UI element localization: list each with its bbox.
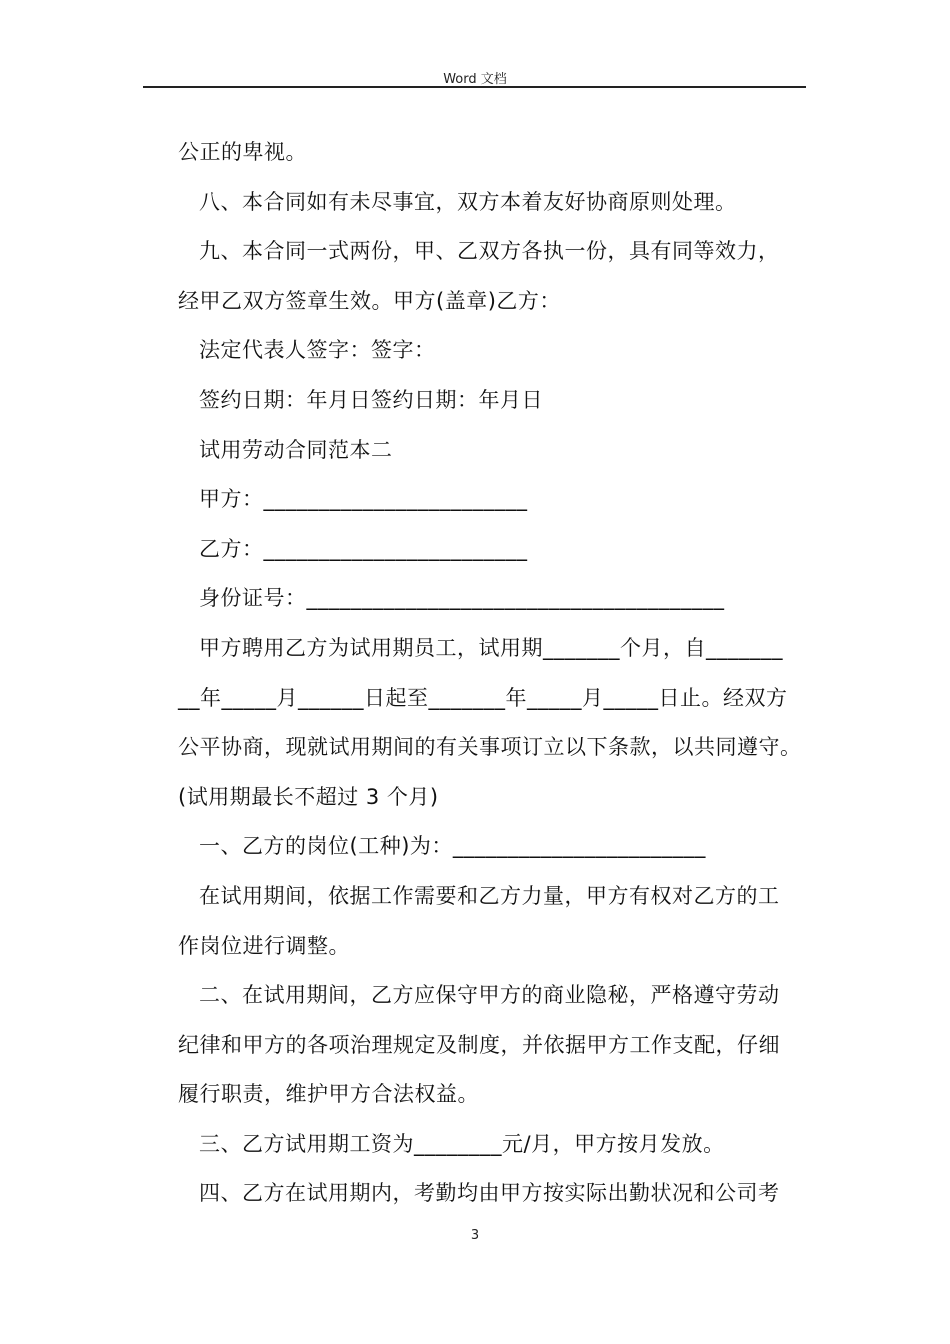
text-line: 甲方聘用乙方为试用期员工，试用期_______个月，自_______ bbox=[199, 635, 783, 660]
party-b-field: 乙方：________________________ bbox=[199, 536, 528, 561]
id-number-field: 身份证号：______________________________________ bbox=[199, 586, 725, 611]
text-line: 公平协商，现就试用期间的有关事项订立以下条款，以共同遵守。 bbox=[178, 735, 802, 760]
text-line: 签约日期：年月日签约日期：年月日 bbox=[199, 387, 543, 412]
position-field: 一、乙方的岗位(工种)为：_______________________ bbox=[199, 834, 706, 859]
text-line: 九、本合同一式两份，甲、乙双方各执一份，具有同等效力， bbox=[199, 239, 780, 264]
text-line: __年_____月______日起至_______年_____月_____日止。经双方 bbox=[178, 685, 788, 710]
text-line: 在试用期间，依据工作需要和乙方力量，甲方有权对乙方的工 bbox=[199, 883, 780, 908]
section-title: 试用劳动合同范本二 bbox=[199, 437, 393, 462]
text-line: 纪律和甲方的各项治理规定及制度，并依据甲方工作支配，仔细 bbox=[178, 1032, 780, 1057]
header-divider bbox=[143, 86, 806, 88]
document-body bbox=[178, 128, 818, 1219]
text-line: 二、在试用期间，乙方应保守甲方的商业隐秘，严格遵守劳动 bbox=[199, 983, 780, 1008]
text-line: 四、乙方在试用期内，考勤均由甲方按实际出勤状况和公司考 bbox=[199, 1181, 780, 1206]
page-number: 3 bbox=[470, 1228, 480, 1243]
text-line: 作岗位进行调整。 bbox=[178, 933, 350, 958]
party-a-field: 甲方：________________________ bbox=[199, 487, 528, 512]
text-line: 八、本合同如有未尽事宜，双方本着友好协商原则处理。 bbox=[199, 189, 737, 214]
text-line: 公正的卑视。 bbox=[178, 140, 307, 164]
document-header-title: Word 文档 bbox=[443, 72, 507, 87]
salary-field: 三、乙方试用期工资为________元/月，甲方按月发放。 bbox=[199, 1131, 725, 1156]
text-line: 法定代表人签字：签字： bbox=[199, 338, 436, 363]
text-line: 履行职责，维护甲方合法权益。 bbox=[178, 1082, 479, 1107]
text-line: 经甲乙双方签章生效。甲方(盖章)乙方： bbox=[178, 288, 561, 313]
text-line: (试用期最长不超过 3 个月) bbox=[178, 784, 439, 809]
